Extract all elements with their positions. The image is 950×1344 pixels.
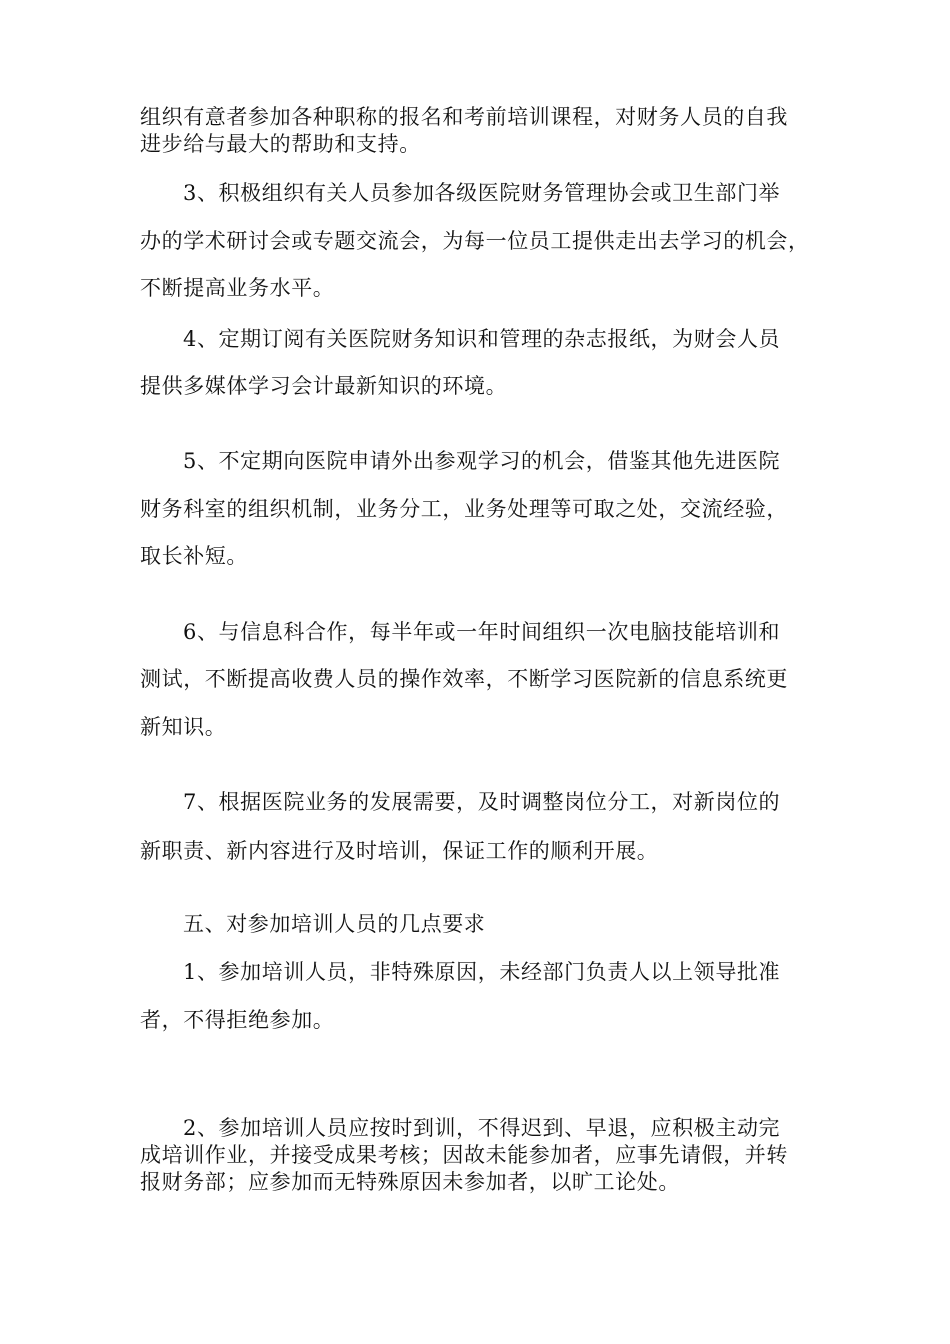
text-line: 组织有意者参加各种职称的报名和考前培训课程，对财务人员的自我: [140, 105, 788, 129]
text-line: 提供多媒体学习会计最新知识的环境。: [140, 374, 508, 398]
text-line: 进步给与最大的帮助和支持。: [140, 132, 421, 156]
text-line: 成培训作业，并接受成果考核；因故未能参加者，应事先请假，并转: [140, 1143, 788, 1167]
text-line: 5、不定期向医院申请外出参观学习的机会，借鉴其他先进医院: [183, 449, 781, 473]
text-line: 7、根据医院业务的发展需要，及时调整岗位分工，对新岗位的: [183, 790, 781, 814]
text-line: 新知识。: [140, 715, 227, 739]
text-line: 4、定期订阅有关医院财务知识和管理的杂志报纸，为财会人员: [183, 327, 781, 351]
text-line: 不断提高业务水平。: [140, 276, 335, 300]
text-line: 办的学术研讨会或专题交流会，为每一位员工提供走出去学习的机会，: [140, 229, 810, 253]
text-line: 报财务部；应参加而无特殊原因未参加者，以旷工论处。: [140, 1170, 680, 1194]
text-line: 者，不得拒绝参加。: [140, 1008, 335, 1032]
text-line: 2、参加培训人员应按时到训，不得迟到、早退，应积极主动完: [183, 1116, 781, 1140]
section-heading: 五、对参加培训人员的几点要求: [183, 912, 486, 936]
text-line: 取长补短。: [140, 544, 248, 568]
text-line: 3、积极组织有关人员参加各级医院财务管理协会或卫生部门举: [183, 181, 781, 205]
text-line: 1、参加培训人员，非特殊原因，未经部门负责人以上领导批准: [183, 960, 781, 984]
text-line: 财务科室的组织机制，业务分工，业务处理等可取之处，交流经验，: [140, 497, 788, 521]
text-line: 6、与信息科合作，每半年或一年时间组织一次电脑技能培训和: [183, 620, 781, 644]
text-line: 测试，不断提高收费人员的操作效率，不断学习医院新的信息系统更: [140, 667, 788, 691]
text-line: 新职责、新内容进行及时培训，保证工作的顺利开展。: [140, 839, 659, 863]
